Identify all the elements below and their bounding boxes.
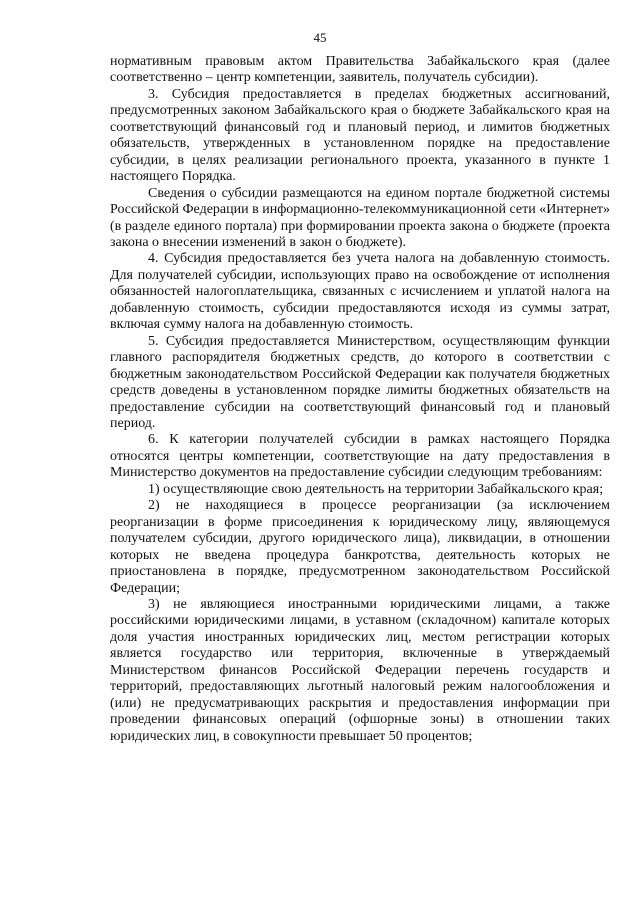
paragraph-requirement-3: 3) не являющиеся иностранными юридическими лицами, а также российскими юридическими лицами, в уставном (складочном) капитале которых доля участия иностранных юридических лиц, местом регистрации которых является государство или территория, включенные в утверждаемый Министерством финансов Российской Федерации перечень государств и территорий, предоставляющих льготный налоговый режим налогообложения и (или) не предусматривающих раскрытия и предоставления информации при проведении финансовых операций (офшорные зоны) в отношении таких юридических лиц, в совокупности превышает 50 процентов; [110,596,610,744]
paragraph-requirement-1: 1) осуществляющие свою деятельность на территории Забайкальского края; [148,481,604,497]
paragraph-item-5: 5. Субсидия предоставляется Министерством, осуществляющим функции главного распорядителя бюджетных средств, до которого в соответствии с бюджетным законодательством Российской Федерации как получателя бюджетных средств доведены в установленном порядке лимиты бюджетных обязательств на предоставление субсидии на соответствующий финансовый год и плановый период. [110,333,610,431]
paragraph-continuation: нормативным правовым актом Правительства Забайкальского края (далее соответственно – центр компетенции, заявитель, получатель субсидии). [110,54,610,86]
page-number: 45 [313,30,327,45]
paragraph-item-3: 3. Субсидия предоставляется в пределах бюджетных ассигнований, предусмотренных законом Забайкальского края о бюджете Забайкальского края на соответствующий финансовый год и плановый период, и лимитов бюджетных обязательств, утвержденных в установленном порядке на предоставление субсидии, в целях реализации регионального проекта, указанного в пункте 1 настоящего Порядка. [110,86,610,185]
paragraph-subsidy-info: Сведения о субсидии размещаются на едином портале бюджетной системы Российской Федерации в информационно-телекоммуникационной сети «Интернет» (в разделе единого портала) при формировании проекта закона о бюджете (проекта закона о внесении изменений в закон о бюджете). [110,185,610,250]
paragraph-item-4: 4. Субсидия предоставляется без учета налога на добавленную стоимость. Для получателей субсидии, использующих право на освобождение от исполнения обязанностей налогоплательщика, связанных с исчислением и уплатой налога на добавленную стоимость, субсидии предоставляются исходя из суммы затрат, включая сумму налога на добавленную стоимость. [110,251,610,333]
paragraph-item-6: 6. К категории получателей субсидии в рамках настоящего Порядка относятся центры компетенции, соответствующие на дату предоставления в Министерство документов на предоставление субсидии следующим требованиям: [110,432,610,481]
paragraph-requirement-2: 2) не находящиеся в процессе реорганизации (за исключением реорганизации в форме присоединения к юридическому лицу, являющемуся получателем субсидии, другого юридического лица), ликвидации, в отношении которых не введена процедура банкротства, деятельность которых не приостановлена в порядке, предусмотренном законодательством Российской Федерации; [110,498,610,596]
document-body [110,54,610,745]
